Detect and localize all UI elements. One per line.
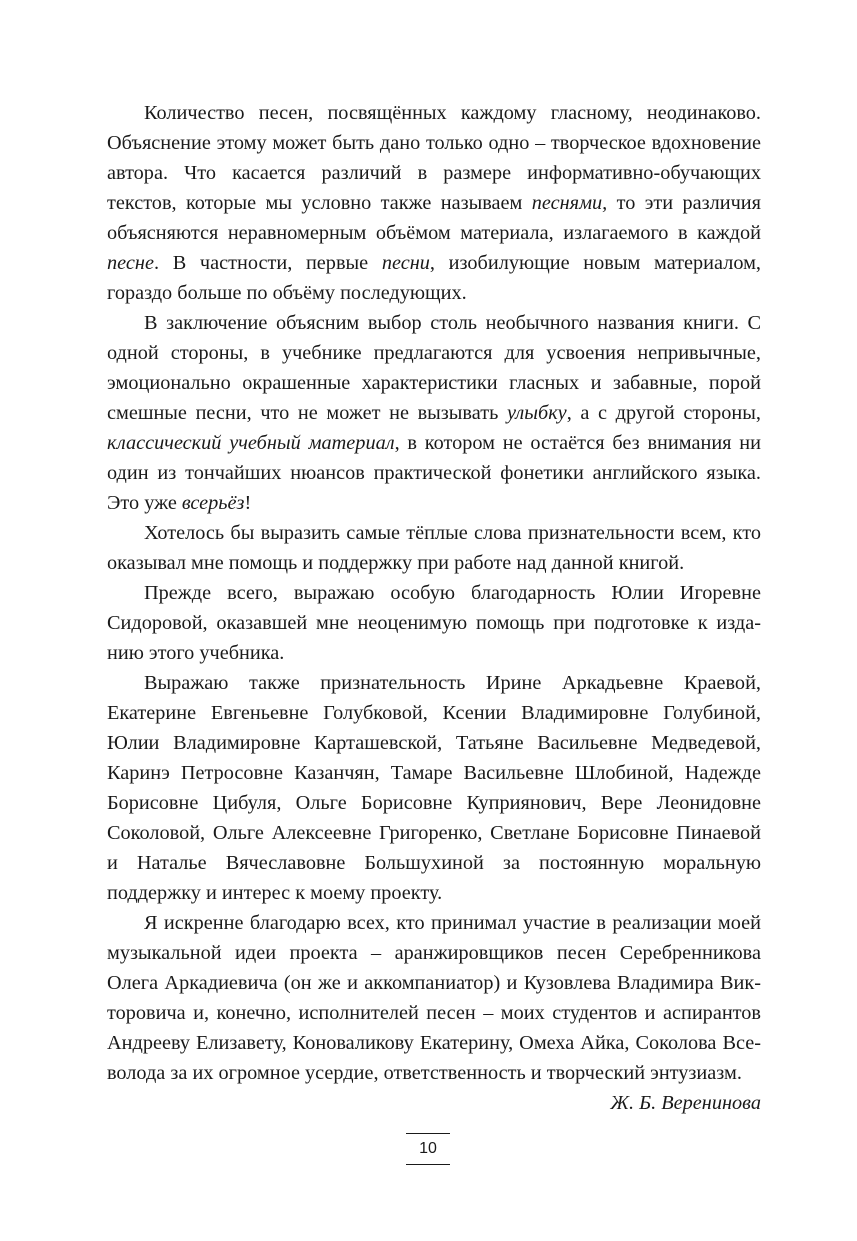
paragraph-song-count: Количество песен, посвящённых каждому гласному, неодинаково. Объяснение этому может быть дано только одно – творческое вдохновение автора. Что касается различий в размере информативно-обучающих текстов, которые мы условно также называем песнями, то эти различия объясняются неравномерным объёмом материала, излагаемого в каждой песне. В частности, первые песни, изобилующие новым материалом, гораздо больше по объёму последующих. bbox=[107, 102, 761, 304]
paragraph-title-explanation: В заключение объясним выбор столь необычного названия книги. С одной стороны, в учебнике предлагаются для усвоения непривычные, эмоционально окрашенные характеристики гласных и забавные, порой смешные песни, что не может не вызывать улыбку, а с другой стороны, классический учебный материал, в котором не остаётся без внимания ни один из тончайших нюансов практической фонетики английского языка. Это уже всерьёз! bbox=[107, 312, 761, 514]
paragraph-gratitude-project: Я искренне благодарю всех, кто принимал участие в реализации моей музыкальной идеи проекта – аранжировщиков песен Серебренникова Олега Аркадиевича (он же и аккомпаниатор) и Кузовлева Владимира Викторовича и, конечно, исполнителей песен – моих студентов и аспирантов Андрееву Елизавету, Коноваликову Екатерину, Омеха Айка, Соколова Всеволода за их огромное усердие, ответственность и творческий энтузиазм. bbox=[107, 912, 761, 1084]
paragraph-gratitude-colleagues: Выражаю также признательность Ирине Аркадьевне Краевой, Екатерине Евгеньевне Голубковой, Ксении Владимировне Голубиной, Юлии Владимировне Карташевской, Татьяне Васильевне Медведевой, Каринэ Петросовне Казанчян, Тамаре Васильевне Шлобиной, Надежде Борисовне Цибуля, Ольге Борисовне Куприянович, Вере Леонидовне Соколовой, Ольге Алексеевне Григоренко, Светлане Борисовне Пинаевой и Наталье Вячеславовне Большухиной за постоянную моральную поддержку и интерес к моему проекту. bbox=[107, 672, 761, 904]
paragraph-gratitude-intro: Хотелось бы выразить самые тёплые слова признательности всем, кто оказывал мне помощь и поддержку при работе над данной книгой. bbox=[107, 522, 761, 574]
paragraph-gratitude-sidorova: Прежде всего, выражаю особую благодарность Юлии Игоревне Сидоровой, оказавшей мне неоценимую помощь при подготовке к изданию этого учебника. bbox=[107, 582, 761, 664]
author-signature: Ж. Б. Веренинова bbox=[610, 1092, 761, 1114]
page-number: 10 bbox=[406, 1133, 450, 1165]
page-body bbox=[107, 98, 761, 1118]
